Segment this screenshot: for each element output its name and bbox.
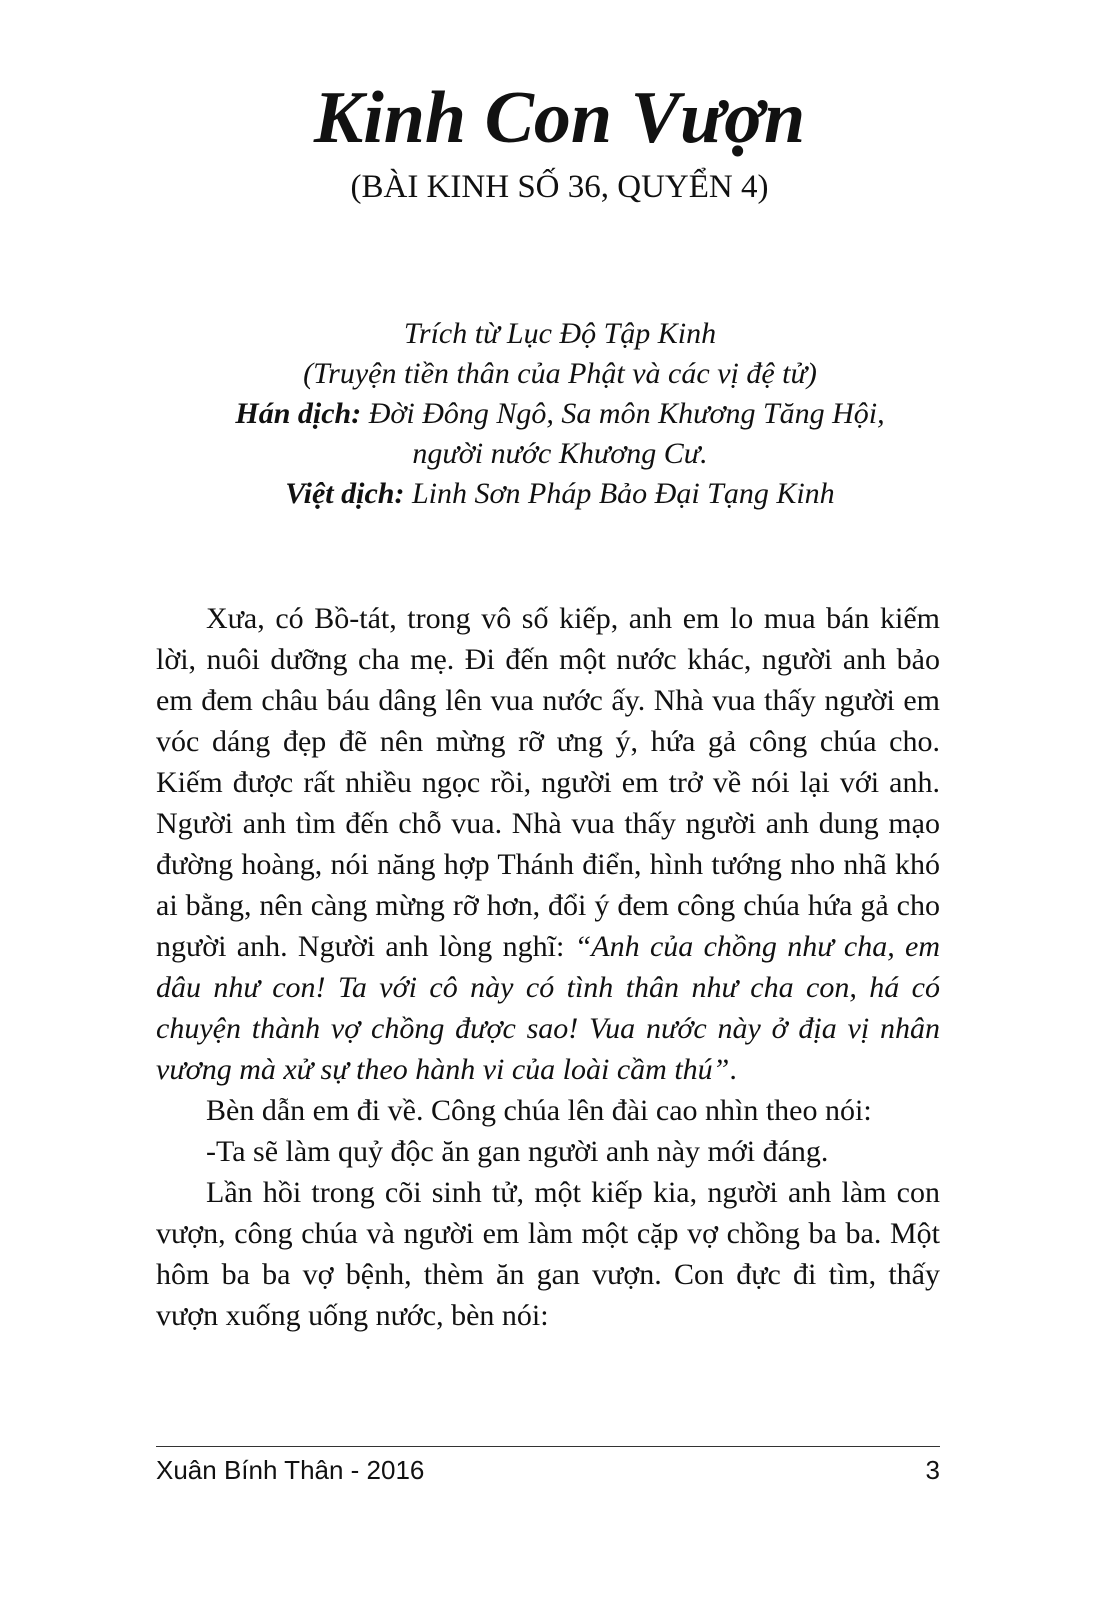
han-translation-line bbox=[120, 394, 1000, 434]
paragraph-quote: “Anh của chồng như cha, em dâu như con! Ta với cô này có tình thân như cha con, há có chuyện thành vợ chồng được sao! Vua nước này ở địa vị nhân vương mà xử sự theo hành vi của loài cầm thú” bbox=[156, 930, 941, 1086]
footer-divider bbox=[156, 1446, 940, 1447]
paragraph-text: Xưa, có Bồ-tát, trong vô số kiếp, anh em lo mua bán kiếm lời, nuôi dưỡng cha mẹ. Đi đến một nước khác, người anh bảo em đem châu báu dâng lên vua nước ấy. Nhà vua thấy người em vóc dáng đẹp đẽ nên mừng rỡ ưng ý, hứa gả công chúa cho. Kiếm được rất nhiều ngọc rồi, người em trở về nói lại với anh. Người anh tìm đến chỗ vua. Nhà vua thấy người anh dung mạo đường hoàng, nói năng hợp Thánh điển, hình tướng nho nhã khó ai bằng, nên càng mừng rỡ hơn, đổi ý đem công chúa hứa gả cho người anh. Người anh lòng nghĩ: bbox=[156, 602, 940, 963]
paragraph bbox=[156, 598, 940, 1090]
footer-label: Xuân Bính Thân - 2016 bbox=[156, 1455, 425, 1485]
source-line: (Truyện tiền thân của Phật và các vị đệ tử) bbox=[303, 357, 817, 390]
body-text bbox=[156, 598, 940, 1336]
source-block bbox=[120, 314, 1000, 514]
han-translation-text: Đời Đông Ngô, Sa môn Khương Tăng Hội, bbox=[361, 397, 885, 430]
viet-translation-label: Việt dịch: bbox=[285, 477, 405, 510]
paragraph: -Ta sẽ làm quỷ độc ăn gan người anh này mới đáng. bbox=[206, 1135, 829, 1168]
paragraph: Bèn dẫn em đi về. Công chúa lên đài cao nhìn theo nói: bbox=[206, 1094, 872, 1127]
paragraph-end: . bbox=[729, 1053, 737, 1086]
han-translation-label: Hán dịch: bbox=[235, 397, 362, 430]
page-number: 3 bbox=[925, 1455, 940, 1485]
source-line: Trích từ Lục Độ Tập Kinh bbox=[403, 317, 717, 350]
viet-translation-line bbox=[120, 474, 1000, 514]
paragraph: Lần hồi trong cõi sinh tử, một kiếp kia, người anh làm con vượn, công chúa và người em làm một cặp vợ chồng ba ba. Một hôm ba ba vợ bệnh, thèm ăn gan vượn. Con đực đi tìm, thấy vượn xuống uống nước, bèn nói: bbox=[156, 1176, 940, 1332]
viet-translation-text: Linh Sơn Pháp Bảo Đại Tạng Kinh bbox=[404, 477, 835, 510]
han-translation-line-2: người nước Khương Cư. bbox=[412, 437, 708, 470]
page-title: Kinh Con Vượn bbox=[313, 77, 806, 159]
page-subtitle: (BÀI KINH SỐ 36, QUYỂN 4) bbox=[350, 169, 769, 205]
